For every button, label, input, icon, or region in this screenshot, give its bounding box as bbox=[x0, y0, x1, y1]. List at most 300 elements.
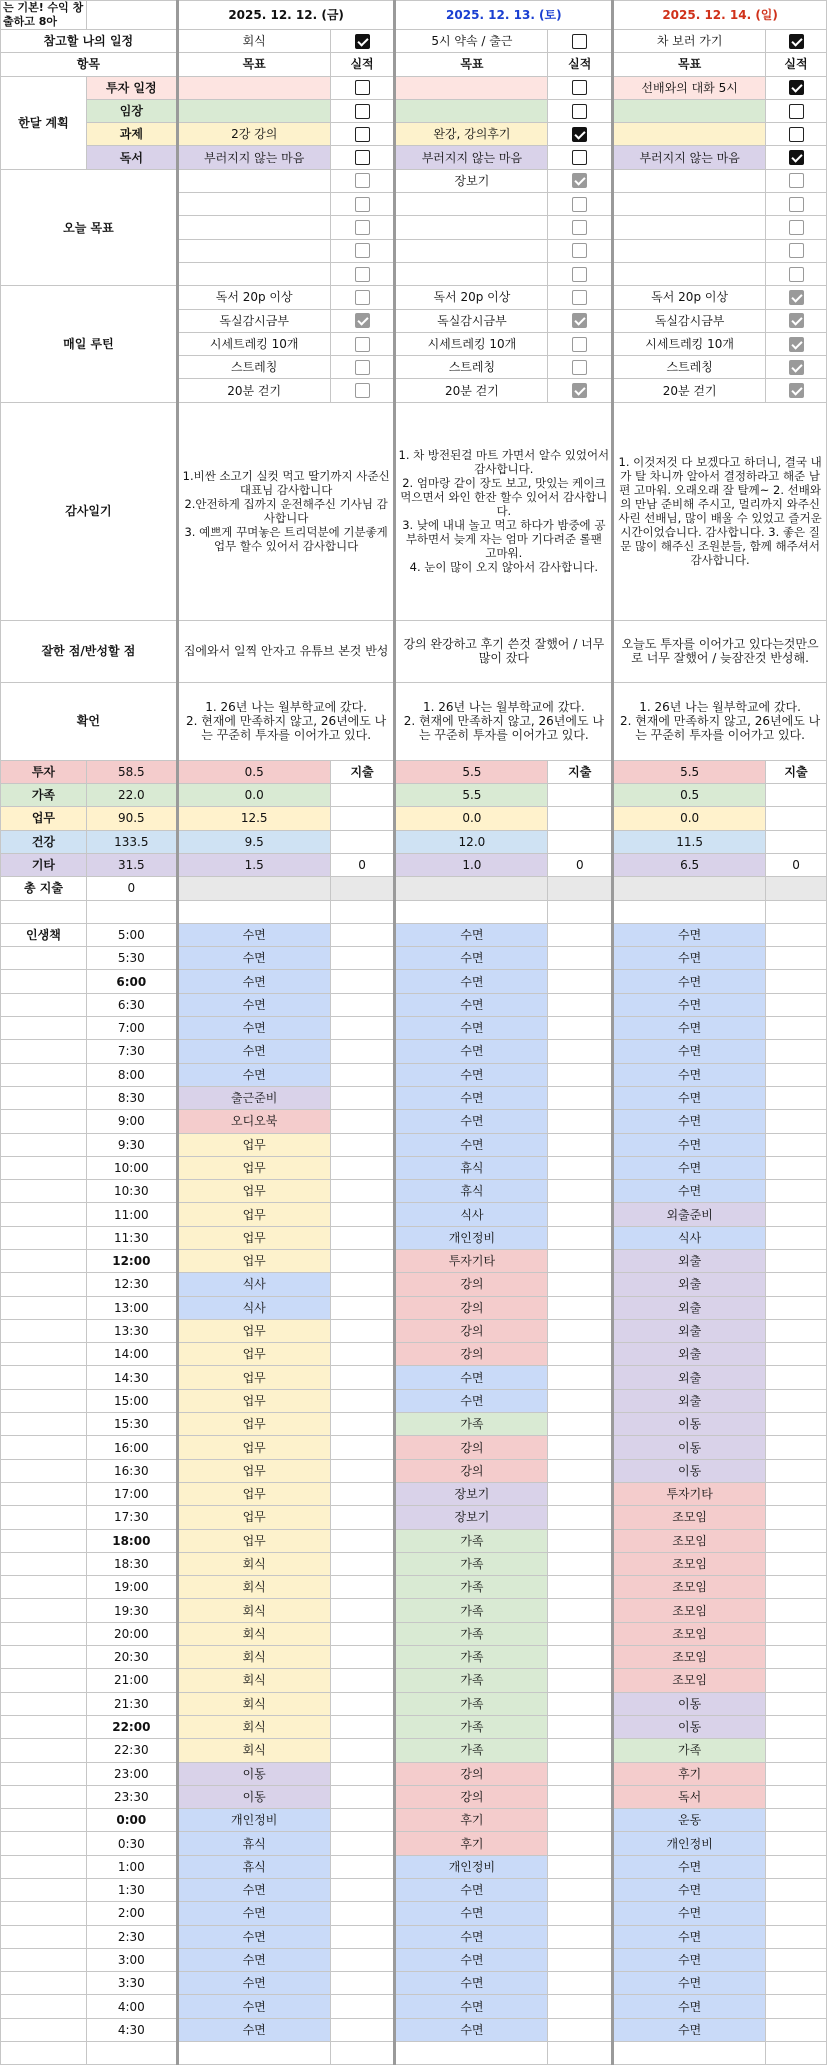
schedule-entry[interactable]: 휴식 bbox=[177, 1855, 330, 1878]
checkbox[interactable] bbox=[355, 360, 370, 375]
schedule-entry[interactable]: 조모임 bbox=[613, 1599, 766, 1622]
plan-check[interactable] bbox=[548, 146, 613, 169]
schedule-entry[interactable]: 업무 bbox=[177, 1156, 330, 1179]
schedule-entry[interactable]: 강의 bbox=[395, 1319, 548, 1342]
checkbox[interactable] bbox=[789, 220, 804, 235]
schedule-entry[interactable]: 업무 bbox=[177, 1343, 330, 1366]
schedule-entry[interactable]: 이동 bbox=[613, 1692, 766, 1715]
schedule-entry[interactable]: 수면 bbox=[177, 1995, 330, 2018]
routine-check[interactable] bbox=[330, 286, 395, 309]
checkbox[interactable] bbox=[789, 243, 804, 258]
time-slot: 4:30 bbox=[86, 2018, 177, 2041]
checkbox[interactable] bbox=[355, 313, 370, 328]
schedule-entry[interactable]: 업무 bbox=[177, 1180, 330, 1203]
schedule-entry[interactable]: 수면 bbox=[613, 947, 766, 970]
checkbox[interactable] bbox=[572, 197, 587, 212]
checkbox[interactable] bbox=[572, 80, 587, 95]
today-check[interactable] bbox=[548, 216, 613, 239]
schedule-entry[interactable]: 조모임 bbox=[613, 1552, 766, 1575]
schedule-entry[interactable]: 조모임 bbox=[613, 1622, 766, 1645]
schedule-entry[interactable]: 이동 bbox=[177, 1785, 330, 1808]
schedule-entry[interactable]: 가족 bbox=[395, 1622, 548, 1645]
schedule-entry[interactable]: 수면 bbox=[395, 1017, 548, 1040]
blank bbox=[86, 900, 177, 923]
routine-check[interactable] bbox=[548, 332, 613, 355]
schedule-entry[interactable]: 외출 bbox=[613, 1366, 766, 1389]
time-slot: 7:30 bbox=[86, 1040, 177, 1063]
schedule-entry[interactable]: 수면 bbox=[613, 993, 766, 1016]
checkbox[interactable] bbox=[355, 150, 370, 165]
schedule-entry[interactable]: 후기 bbox=[613, 1762, 766, 1785]
schedule-entry[interactable]: 가족 bbox=[395, 1669, 548, 1692]
schedule-entry[interactable]: 출근준비 bbox=[177, 1086, 330, 1109]
checkbox[interactable] bbox=[355, 267, 370, 282]
checkbox[interactable] bbox=[355, 104, 370, 119]
schedule-entry[interactable]: 수면 bbox=[613, 1086, 766, 1109]
blank bbox=[395, 900, 548, 923]
schedule-entry[interactable]: 수면 bbox=[613, 1925, 766, 1948]
schedule-entry[interactable]: 수면 bbox=[613, 1948, 766, 1971]
routine-check[interactable] bbox=[330, 332, 395, 355]
blank bbox=[766, 1319, 827, 1342]
plan-check[interactable] bbox=[766, 76, 827, 99]
schedule-entry[interactable]: 수면 bbox=[395, 1902, 548, 1925]
schedule-entry[interactable]: 외출 bbox=[613, 1389, 766, 1412]
routine-check[interactable] bbox=[766, 356, 827, 379]
schedule-entry[interactable]: 회식 bbox=[177, 1692, 330, 1715]
checkbox[interactable] bbox=[355, 337, 370, 352]
schedule-entry[interactable]: 수면 bbox=[177, 1879, 330, 1902]
schedule-entry[interactable]: 개인정비 bbox=[395, 1226, 548, 1249]
checkbox[interactable] bbox=[355, 173, 370, 188]
today-check[interactable] bbox=[330, 262, 395, 285]
blank bbox=[330, 1715, 395, 1738]
routine-check[interactable] bbox=[548, 356, 613, 379]
schedule-entry[interactable]: 가족 bbox=[395, 1692, 548, 1715]
schedule-entry[interactable]: 수면 bbox=[395, 1389, 548, 1412]
schedule-entry[interactable]: 강의 bbox=[395, 1273, 548, 1296]
schedule-entry[interactable]: 회식 bbox=[177, 1739, 330, 1762]
checkbox[interactable] bbox=[355, 197, 370, 212]
schedule-entry[interactable]: 수면 bbox=[395, 1063, 548, 1086]
time-slot: 5:30 bbox=[86, 947, 177, 970]
checkbox[interactable] bbox=[355, 34, 370, 49]
schedule-entry[interactable]: 강의 bbox=[395, 1436, 548, 1459]
today-check[interactable] bbox=[766, 193, 827, 216]
checkbox[interactable] bbox=[572, 220, 587, 235]
blank bbox=[1, 1785, 87, 1808]
schedule-entry[interactable]: 식사 bbox=[177, 1296, 330, 1319]
schedule-entry[interactable]: 개인정비 bbox=[177, 1809, 330, 1832]
blank bbox=[330, 1156, 395, 1179]
checkbox[interactable] bbox=[355, 290, 370, 305]
schedule-entry[interactable]: 이동 bbox=[613, 1436, 766, 1459]
checkbox[interactable] bbox=[355, 220, 370, 235]
today-check[interactable] bbox=[766, 216, 827, 239]
checkbox[interactable] bbox=[355, 243, 370, 258]
blank bbox=[548, 1948, 613, 1971]
plan-check[interactable] bbox=[548, 123, 613, 146]
schedule-entry[interactable]: 조모임 bbox=[613, 1576, 766, 1599]
schedule-entry[interactable]: 업무 bbox=[177, 1529, 330, 1552]
schedule-entry[interactable]: 외출준비 bbox=[613, 1203, 766, 1226]
total-spend-label: 총 지출 bbox=[1, 877, 87, 900]
schedule-entry[interactable]: 수면 bbox=[395, 1110, 548, 1133]
today-check[interactable] bbox=[766, 169, 827, 192]
schedule-entry[interactable]: 수면 bbox=[613, 970, 766, 993]
schedule-entry[interactable]: 강의 bbox=[395, 1296, 548, 1319]
blank bbox=[330, 830, 395, 853]
schedule-entry[interactable]: 회식 bbox=[177, 1576, 330, 1599]
schedule-entry[interactable]: 독서 bbox=[613, 1785, 766, 1808]
blank bbox=[548, 2018, 613, 2041]
blank bbox=[330, 1902, 395, 1925]
schedule-entry[interactable]: 강의 bbox=[395, 1343, 548, 1366]
schedule-entry[interactable]: 수면 bbox=[613, 1180, 766, 1203]
schedule-entry[interactable]: 휴식 bbox=[395, 1180, 548, 1203]
plan-check[interactable] bbox=[766, 99, 827, 122]
blank bbox=[1, 947, 87, 970]
schedule-entry[interactable]: 수면 bbox=[177, 2018, 330, 2041]
schedule-entry[interactable]: 가족 bbox=[395, 1646, 548, 1669]
schedule-entry[interactable]: 이동 bbox=[177, 1762, 330, 1785]
today-check[interactable] bbox=[330, 216, 395, 239]
schedule-entry[interactable]: 투자기타 bbox=[613, 1482, 766, 1505]
schedule-entry[interactable]: 강의 bbox=[395, 1785, 548, 1808]
time-slot: 10:30 bbox=[86, 1180, 177, 1203]
schedule-entry[interactable]: 수면 bbox=[395, 1040, 548, 1063]
blank bbox=[548, 900, 613, 923]
blank bbox=[766, 1343, 827, 1366]
schedule-entry[interactable]: 수면 bbox=[613, 1017, 766, 1040]
schedule-entry[interactable]: 수면 bbox=[177, 970, 330, 993]
schedule-entry[interactable]: 업무 bbox=[177, 1436, 330, 1459]
routine-check[interactable] bbox=[766, 332, 827, 355]
today-check[interactable] bbox=[548, 239, 613, 262]
schedule-entry[interactable]: 수면 bbox=[177, 1017, 330, 1040]
schedule-entry[interactable]: 가족 bbox=[395, 1576, 548, 1599]
schedule-entry[interactable]: 조모임 bbox=[613, 1646, 766, 1669]
today-check[interactable] bbox=[330, 239, 395, 262]
checkbox[interactable] bbox=[572, 104, 587, 119]
schedule-entry[interactable]: 수면 bbox=[613, 1063, 766, 1086]
event-check[interactable] bbox=[330, 30, 395, 53]
plan-check[interactable] bbox=[330, 76, 395, 99]
checkbox[interactable] bbox=[572, 360, 587, 375]
schedule-entry[interactable]: 장보기 bbox=[395, 1506, 548, 1529]
schedule-entry[interactable]: 업무 bbox=[177, 1506, 330, 1529]
routine-check[interactable] bbox=[330, 309, 395, 332]
checkbox[interactable] bbox=[789, 80, 804, 95]
review-text: 강의 완강하고 후기 쓴것 잘했어 / 너무 많이 잤다 bbox=[395, 620, 613, 682]
schedule-entry[interactable]: 수면 bbox=[177, 1925, 330, 1948]
blank bbox=[1, 1576, 87, 1599]
routine-goal: 독실감시금부 bbox=[395, 309, 548, 332]
blank bbox=[766, 1506, 827, 1529]
schedule-entry[interactable]: 식사 bbox=[613, 1226, 766, 1249]
schedule-entry[interactable]: 업무 bbox=[177, 1319, 330, 1342]
schedule-entry[interactable]: 수면 bbox=[177, 923, 330, 946]
blank bbox=[1, 1249, 87, 1272]
today-label: 오늘 목표 bbox=[1, 169, 178, 285]
blank bbox=[548, 1366, 613, 1389]
schedule-entry[interactable]: 개인정비 bbox=[395, 1855, 548, 1878]
schedule-entry[interactable]: 수면 bbox=[613, 1156, 766, 1179]
schedule-entry[interactable]: 수면 bbox=[395, 970, 548, 993]
schedule-entry[interactable]: 조모임 bbox=[613, 1669, 766, 1692]
schedule-entry[interactable]: 수면 bbox=[613, 1972, 766, 1995]
schedule-entry[interactable]: 수면 bbox=[395, 1925, 548, 1948]
schedule-entry[interactable]: 외출 bbox=[613, 1273, 766, 1296]
schedule-entry[interactable]: 강의 bbox=[395, 1762, 548, 1785]
hours-invest: 5.5 bbox=[395, 760, 548, 783]
schedule-entry[interactable]: 이동 bbox=[613, 1715, 766, 1738]
plan-check[interactable] bbox=[766, 123, 827, 146]
schedule-entry[interactable]: 오디오북 bbox=[177, 1110, 330, 1133]
schedule-entry[interactable]: 수면 bbox=[613, 923, 766, 946]
blank bbox=[548, 1506, 613, 1529]
routine-goal: 독실감시금부 bbox=[177, 309, 330, 332]
schedule-entry[interactable]: 외출 bbox=[613, 1249, 766, 1272]
schedule-entry[interactable]: 수면 bbox=[395, 1879, 548, 1902]
schedule-entry[interactable]: 외출 bbox=[613, 1296, 766, 1319]
blank bbox=[1, 1436, 87, 1459]
schedule-entry[interactable]: 조모임 bbox=[613, 1506, 766, 1529]
checkbox[interactable] bbox=[355, 80, 370, 95]
routine-check[interactable] bbox=[548, 379, 613, 402]
schedule-entry[interactable]: 가족 bbox=[395, 1529, 548, 1552]
schedule-entry[interactable]: 업무 bbox=[177, 1249, 330, 1272]
schedule-entry[interactable]: 수면 bbox=[613, 2018, 766, 2041]
schedule-entry[interactable]: 수면 bbox=[395, 1948, 548, 1971]
schedule-entry[interactable]: 식사 bbox=[395, 1203, 548, 1226]
schedule-entry[interactable]: 수면 bbox=[613, 1133, 766, 1156]
blank bbox=[548, 2042, 613, 2065]
blank bbox=[766, 1413, 827, 1436]
blank bbox=[330, 1599, 395, 1622]
schedule-entry[interactable]: 회식 bbox=[177, 1552, 330, 1575]
schedule-entry[interactable]: 수면 bbox=[395, 1972, 548, 1995]
checkbox[interactable] bbox=[355, 127, 370, 142]
checkbox[interactable] bbox=[572, 383, 587, 398]
schedule-entry[interactable]: 투자기타 bbox=[395, 1249, 548, 1272]
event-check[interactable] bbox=[766, 30, 827, 53]
today-check[interactable] bbox=[548, 262, 613, 285]
routine-check[interactable] bbox=[330, 356, 395, 379]
spend-value: 0 bbox=[330, 853, 395, 876]
checkbox[interactable] bbox=[572, 290, 587, 305]
schedule-entry[interactable]: 이동 bbox=[613, 1459, 766, 1482]
checkbox[interactable] bbox=[572, 150, 587, 165]
schedule-entry[interactable]: 후기 bbox=[395, 1809, 548, 1832]
schedule-entry[interactable]: 업무 bbox=[177, 1459, 330, 1482]
plan-check[interactable] bbox=[330, 99, 395, 122]
gratitude-label: 감사일기 bbox=[1, 402, 178, 620]
schedule-entry[interactable]: 수면 bbox=[395, 947, 548, 970]
blank bbox=[548, 1692, 613, 1715]
schedule-entry[interactable]: 수면 bbox=[613, 1879, 766, 1902]
schedule-entry[interactable]: 외출 bbox=[613, 1319, 766, 1342]
routine-check[interactable] bbox=[766, 309, 827, 332]
plan-check[interactable] bbox=[548, 99, 613, 122]
schedule-entry[interactable]: 회식 bbox=[177, 1599, 330, 1622]
checkbox[interactable] bbox=[789, 150, 804, 165]
plan-check[interactable] bbox=[766, 146, 827, 169]
blank bbox=[548, 1017, 613, 1040]
schedule-entry[interactable]: 수면 bbox=[395, 1133, 548, 1156]
blank bbox=[1, 1017, 87, 1040]
schedule-entry[interactable]: 휴식 bbox=[177, 1832, 330, 1855]
blank bbox=[766, 1040, 827, 1063]
checkbox[interactable] bbox=[789, 313, 804, 328]
schedule-entry[interactable]: 가족 bbox=[613, 1739, 766, 1762]
blank bbox=[548, 1249, 613, 1272]
review-text: 오늘도 투자를 이어가고 있다는것만으로 너무 잘했어 / 늦잠잔것 반성해. bbox=[613, 620, 827, 682]
confirm-label: 확언 bbox=[1, 682, 178, 760]
time-slot: 11:30 bbox=[86, 1226, 177, 1249]
schedule-entry[interactable]: 회식 bbox=[177, 1715, 330, 1738]
blank bbox=[548, 1040, 613, 1063]
time-slot: 23:00 bbox=[86, 1762, 177, 1785]
schedule-entry[interactable]: 강의 bbox=[395, 1459, 548, 1482]
schedule-entry[interactable]: 회식 bbox=[177, 1622, 330, 1645]
schedule-entry[interactable]: 수면 bbox=[613, 1995, 766, 2018]
schedule-entry[interactable]: 가족 bbox=[395, 1739, 548, 1762]
schedule-entry[interactable]: 수면 bbox=[395, 1366, 548, 1389]
schedule-entry[interactable]: 가족 bbox=[395, 1715, 548, 1738]
schedule-entry[interactable]: 수면 bbox=[177, 993, 330, 1016]
schedule-entry[interactable]: 식사 bbox=[177, 1273, 330, 1296]
checkbox[interactable] bbox=[789, 267, 804, 282]
schedule-entry[interactable]: 업무 bbox=[177, 1366, 330, 1389]
today-check[interactable] bbox=[330, 169, 395, 192]
routine-check[interactable] bbox=[548, 309, 613, 332]
schedule-entry[interactable]: 수면 bbox=[613, 1110, 766, 1133]
schedule-entry[interactable]: 수면 bbox=[395, 1995, 548, 2018]
routine-check[interactable] bbox=[548, 286, 613, 309]
blank bbox=[766, 1622, 827, 1645]
routine-check[interactable] bbox=[766, 286, 827, 309]
checkbox[interactable] bbox=[789, 34, 804, 49]
schedule-entry[interactable]: 휴식 bbox=[395, 1156, 548, 1179]
routine-check[interactable] bbox=[766, 379, 827, 402]
checkbox[interactable] bbox=[789, 197, 804, 212]
checkbox[interactable] bbox=[572, 243, 587, 258]
schedule-entry[interactable]: 회식 bbox=[177, 1646, 330, 1669]
schedule-entry[interactable]: 이동 bbox=[613, 1413, 766, 1436]
schedule-entry[interactable]: 장보기 bbox=[395, 1482, 548, 1505]
today-check[interactable] bbox=[548, 193, 613, 216]
review-label: 잘한 점/반성할 점 bbox=[1, 620, 178, 682]
today-goal bbox=[177, 216, 330, 239]
schedule-entry[interactable]: 외출 bbox=[613, 1343, 766, 1366]
schedule-entry[interactable]: 수면 bbox=[177, 1063, 330, 1086]
schedule-entry[interactable]: 수면 bbox=[395, 2018, 548, 2041]
schedule-entry[interactable]: 가족 bbox=[395, 1413, 548, 1436]
schedule-entry[interactable]: 수면 bbox=[177, 1948, 330, 1971]
blank bbox=[548, 1482, 613, 1505]
checkbox[interactable] bbox=[572, 313, 587, 328]
schedule-entry[interactable]: 수면 bbox=[395, 1086, 548, 1109]
checkbox[interactable] bbox=[789, 127, 804, 142]
checkbox[interactable] bbox=[572, 34, 587, 49]
schedule-entry[interactable]: 운동 bbox=[613, 1809, 766, 1832]
checkbox[interactable] bbox=[789, 173, 804, 188]
blank bbox=[330, 1809, 395, 1832]
schedule-entry[interactable]: 수면 bbox=[613, 1855, 766, 1878]
schedule-entry[interactable]: 업무 bbox=[177, 1133, 330, 1156]
schedule-entry[interactable]: 수면 bbox=[177, 1902, 330, 1925]
schedule-entry[interactable]: 업무 bbox=[177, 1203, 330, 1226]
schedule-entry[interactable]: 가족 bbox=[395, 1599, 548, 1622]
today-check[interactable] bbox=[330, 193, 395, 216]
blank bbox=[766, 1156, 827, 1179]
summary-label: 기타 bbox=[1, 853, 87, 876]
checkbox[interactable] bbox=[789, 360, 804, 375]
time-slot: 16:30 bbox=[86, 1459, 177, 1482]
blank bbox=[330, 900, 395, 923]
plan-goal: 2강 강의 bbox=[177, 123, 330, 146]
checkbox[interactable] bbox=[789, 383, 804, 398]
confirm-text: 1. 26년 나는 월부학교에 갔다. 2. 현재에 만족하지 않고, 26년에도 나는 꾸준히 투자를 이어가고 있다. bbox=[395, 682, 613, 760]
blank bbox=[1, 1459, 87, 1482]
routine-label: 매일 루틴 bbox=[1, 286, 178, 402]
schedule-entry[interactable]: 업무 bbox=[177, 1482, 330, 1505]
schedule-entry[interactable]: 수면 bbox=[395, 993, 548, 1016]
blank bbox=[395, 877, 548, 900]
schedule-entry[interactable]: 업무 bbox=[177, 1226, 330, 1249]
blank bbox=[1, 1972, 87, 1995]
checkbox[interactable] bbox=[789, 290, 804, 305]
plan-check[interactable] bbox=[330, 146, 395, 169]
checkbox[interactable] bbox=[572, 337, 587, 352]
today-check[interactable] bbox=[766, 262, 827, 285]
schedule-entry[interactable]: 회식 bbox=[177, 1669, 330, 1692]
blank bbox=[613, 900, 766, 923]
plan-check[interactable] bbox=[548, 76, 613, 99]
schedule-entry[interactable]: 업무 bbox=[177, 1413, 330, 1436]
schedule-entry[interactable]: 수면 bbox=[613, 1040, 766, 1063]
schedule-entry[interactable]: 가족 bbox=[395, 1552, 548, 1575]
schedule-entry[interactable]: 수면 bbox=[613, 1902, 766, 1925]
routine-check[interactable] bbox=[330, 379, 395, 402]
schedule-entry[interactable]: 개인정비 bbox=[613, 1832, 766, 1855]
schedule-entry[interactable]: 조모임 bbox=[613, 1529, 766, 1552]
checkbox[interactable] bbox=[572, 173, 587, 188]
schedule-entry[interactable]: 수면 bbox=[177, 1972, 330, 1995]
today-check[interactable] bbox=[548, 169, 613, 192]
checkbox[interactable] bbox=[789, 104, 804, 119]
checkbox[interactable] bbox=[355, 383, 370, 398]
today-goal bbox=[613, 262, 766, 285]
schedule-entry[interactable]: 후기 bbox=[395, 1832, 548, 1855]
checkbox[interactable] bbox=[572, 267, 587, 282]
schedule-entry[interactable]: 수면 bbox=[177, 1040, 330, 1063]
time-slot: 20:00 bbox=[86, 1622, 177, 1645]
blank bbox=[548, 1925, 613, 1948]
plan-check[interactable] bbox=[330, 123, 395, 146]
schedule-entry[interactable]: 업무 bbox=[177, 1389, 330, 1412]
schedule-entry[interactable]: 수면 bbox=[395, 923, 548, 946]
time-slot: 11:00 bbox=[86, 1203, 177, 1226]
today-check[interactable] bbox=[766, 239, 827, 262]
checkbox[interactable] bbox=[789, 337, 804, 352]
schedule-entry[interactable]: 수면 bbox=[177, 947, 330, 970]
event-check[interactable] bbox=[548, 30, 613, 53]
blank bbox=[330, 1180, 395, 1203]
blank bbox=[766, 1273, 827, 1296]
checkbox[interactable] bbox=[572, 127, 587, 142]
